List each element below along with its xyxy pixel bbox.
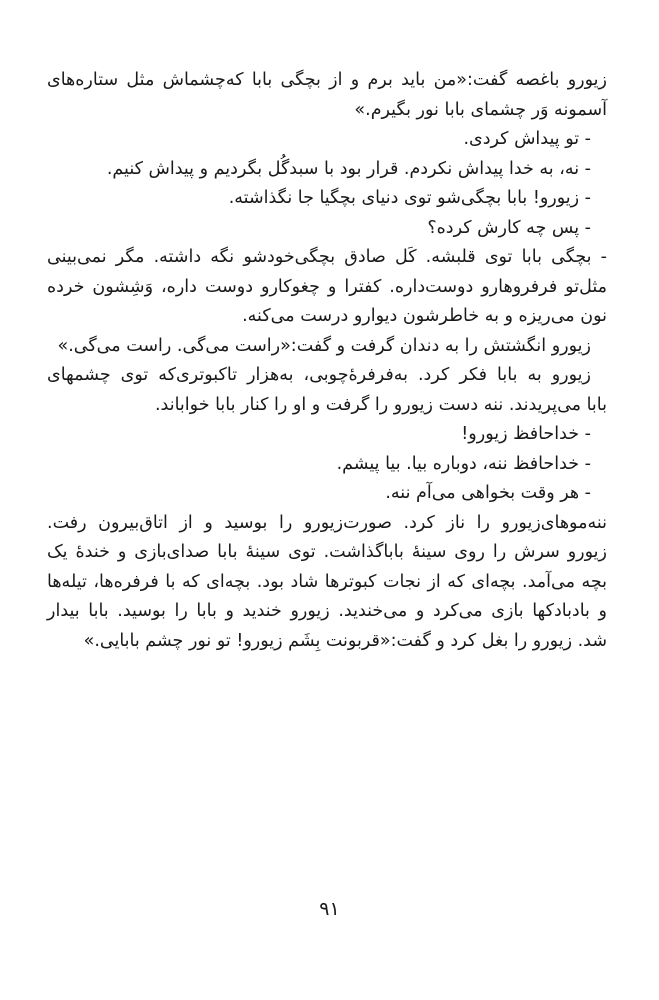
dialogue-line: - خداحافظ ننه، دوباره بیا. بیا پیشم. bbox=[336, 453, 591, 474]
text-line: زیورو سرش را روی سینهٔ بابا‌گذاشت. توی سینهٔ بابا صدای‌بازی و خندهٔ یک bbox=[47, 542, 607, 562]
dialogue-line: - تو پیداش کردی. bbox=[463, 129, 591, 149]
text-line: نون می‌ریزه و به خاطرشون دیوارو درست می‌کنه. bbox=[242, 306, 607, 326]
text-line: آسمونه وَر چشمای بابا نور بگیرم.» bbox=[354, 99, 607, 120]
dialogue-line: - زیورو! بابا بچگی‌شو توی دنیای بچگیا جا نگذاشته. bbox=[228, 188, 591, 208]
dialogue-line: - پس چه کارش کرده؟ bbox=[427, 217, 591, 238]
text-line: زیورو انگشتش را به دندان گرفت و گفت:«راست می‌گی. راست می‌گی.» bbox=[57, 335, 591, 356]
text-line: و بادبادکها بازی می‌کرد و می‌خندید. زیورو خندید و بابا را بوسید. بابا بیدار bbox=[47, 601, 607, 621]
text-line: بچه می‌آمد. بچه‌ای که از نجات کبوترها شاد بود. بچه‌ای که با فرفره‌ها، تیله‌ها bbox=[47, 571, 607, 592]
page-number: ۹۱ bbox=[319, 898, 340, 920]
dialogue-line: - نه، به خدا پیداش نکردم. قرار بود با سبدگُل بگردیم و پیداش کنیم. bbox=[106, 158, 591, 179]
dialogue-line: - هر وقت بخواهی می‌آم ننه. bbox=[385, 483, 591, 503]
body-text bbox=[47, 66, 607, 656]
dialogue-line: - خداحافظ زیورو! bbox=[461, 424, 591, 444]
text-line: ننه‌موهای‌زیورو را ناز کرد. صورت‌زیورو را بوسید و از اتاق‌بیرون رفت. bbox=[47, 512, 607, 533]
dialogue-line: - بچگی بابا توی قلبشه. کَل صادق بچگی‌خودشو نگه داشته. مگر نمی‌بینی bbox=[47, 247, 607, 267]
text-line: زیورو باغصه گفت:«من باید برم و از بچگی بابا که‌چشماش مثل ستاره‌های bbox=[47, 70, 607, 90]
text-line: زیورو به بابا فکر کرد. به‌فرفرهٔ‌چوبی، به‌هزار تاکبوتری‌که توی چشمهای bbox=[47, 365, 591, 385]
text-line: مثل‌تو فرفروهارو دوست‌داره. کفترا و چغوکارو دوست داره، وَشِشون خرده bbox=[47, 276, 607, 297]
text-line: شد. زیورو را بغل کرد و گفت:«قربونت بِشَم زیورو! تو نور چشم بابایی.» bbox=[83, 630, 607, 651]
text-line: بابا می‌پریدند. ننه دست زیورو را گرفت و او را کنار بابا خواباند. bbox=[154, 394, 607, 415]
